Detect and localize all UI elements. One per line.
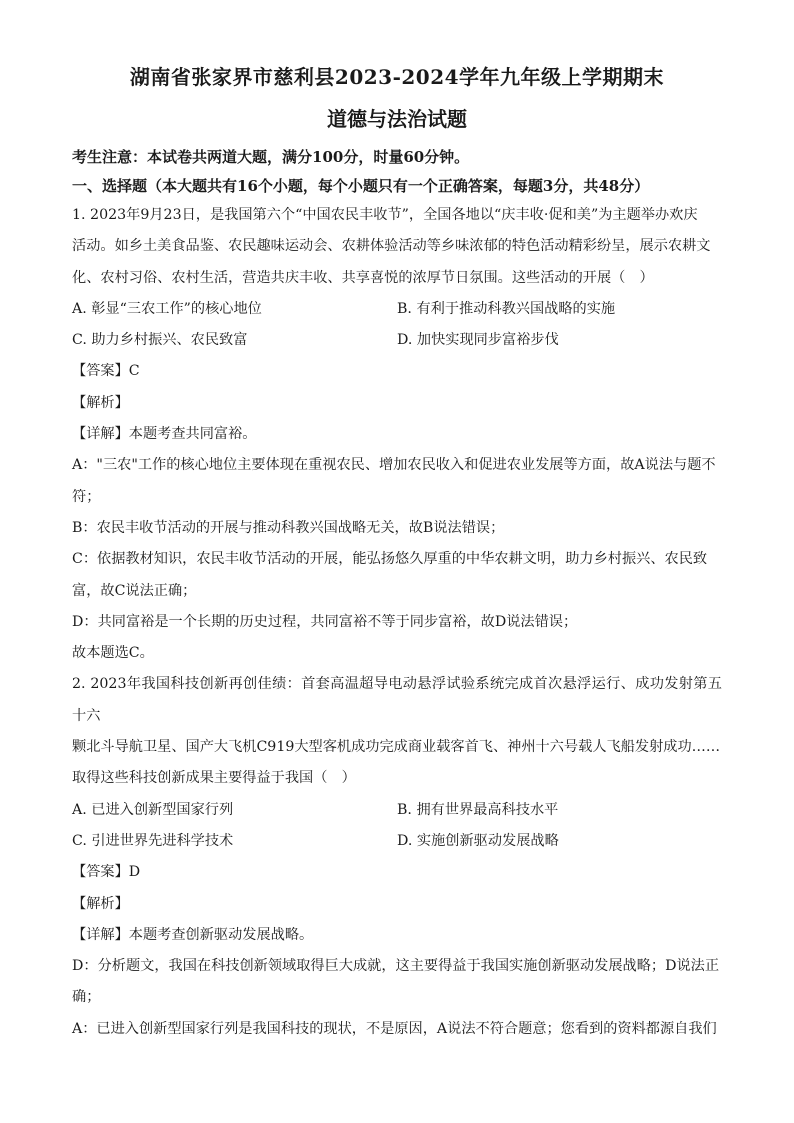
option-a: A. 彰显“三农工作”的核心地位	[72, 300, 262, 317]
exam-notice: 考生注意：本试卷共两道大题，满分100分，时量60分钟。	[72, 148, 470, 166]
detail-line: A："三农"工作的核心地位主要体现在重视农民、增加农民收入和促进农业发展等方面，故A说法与题不	[72, 457, 716, 474]
page-title: 湖南省张家界市慈利县2023-2024学年九年级上学期期末	[129, 65, 665, 89]
question-stem-line: 化、农村习俗、农村生活，营造共庆丰收、共享喜悦的浓厚节日氛围。这些活动的开展（ ）	[72, 269, 654, 286]
detail-line: 【详解】本题考查创新驱动发展战略。	[72, 926, 314, 943]
question-1	[72, 200, 722, 669]
detail-line: 【详解】本题考查共同富裕。	[72, 426, 257, 443]
answer-options	[72, 294, 722, 357]
question-stem-line: 活动。如乡土美食品鉴、农民趣味运动会、农耕体验活动等乡味浓郁的特色活动精彩纷呈，展示农耕文	[72, 238, 711, 255]
option-b: B. 有利于推动科教兴国战略的实施	[397, 300, 616, 317]
page-subtitle: 道德与法治试题	[327, 107, 467, 131]
exam-page	[72, 62, 722, 1045]
option-d: D. 加快实现同步富裕步伐	[397, 332, 559, 349]
detail-line: B：农民丰收节活动的开展与推动科教兴国战略无关，故B说法错误；	[72, 519, 505, 536]
answer-label: 【答案】C	[72, 363, 140, 380]
analysis-label: 【解析】	[72, 895, 129, 912]
analysis-label: 【解析】	[72, 394, 129, 411]
question-2	[72, 669, 722, 1045]
detail-line: A：已进入创新型国家行列是我国科技的现状，不是原因，A说法不符合题意；您看到的资料都源自我们	[72, 1020, 717, 1037]
section-heading: 一、选择题（本大题共有16个小题，每个小题只有一个正确答案，每题3分，共48分）	[72, 177, 650, 195]
question-stem-line: 取得这些科技创新成果主要得益于我国（ ）	[72, 770, 356, 787]
answer-label: 【答案】D	[72, 864, 141, 881]
question-stem-line: 2. 2023年我国科技创新再创佳绩：首套高温超导电动悬浮试验系统完成首次悬浮运行、成功发射第五十六	[72, 676, 722, 724]
question-stem-line: 颗北斗导航卫星、国产大飞机C919大型客机成功完成商业载客首飞、神州十六号载人飞船发射成功……	[72, 739, 721, 756]
answer-options	[72, 795, 722, 858]
option-d: D. 实施创新驱动发展战略	[397, 832, 559, 849]
option-b: B. 拥有世界最高科技水平	[397, 801, 559, 818]
detail-line: 故本题选C。	[72, 645, 154, 662]
detail-line: 符；	[72, 488, 101, 505]
option-c: C. 引进世界先进科学技术	[72, 832, 234, 849]
option-c: C. 助力乡村振兴、农民致富	[72, 332, 248, 349]
detail-line: 富，故C说法正确；	[72, 582, 197, 599]
question-stem-line: 1. 2023年9月23日，是我国第六个“中国农民丰收节”，全国各地以“庆丰收·促和美”为主题举办欢庆	[72, 207, 698, 223]
detail-line: C：依据教材知识，农民丰收节活动的开展，能弘扬悠久厚重的中华农耕文明，助力乡村振兴、农民致	[72, 551, 708, 568]
option-a: A. 已进入创新型国家行列	[72, 801, 234, 818]
detail-line: D：共同富裕是一个长期的历史过程，共同富裕不等于同步富裕，故D说法错误；	[72, 613, 578, 630]
detail-line: 确；	[72, 989, 101, 1006]
detail-line: D：分析题文，我国在科技创新领域取得巨大成就，这主要得益于我国实施创新驱动发展战略；D说法正	[72, 958, 720, 975]
